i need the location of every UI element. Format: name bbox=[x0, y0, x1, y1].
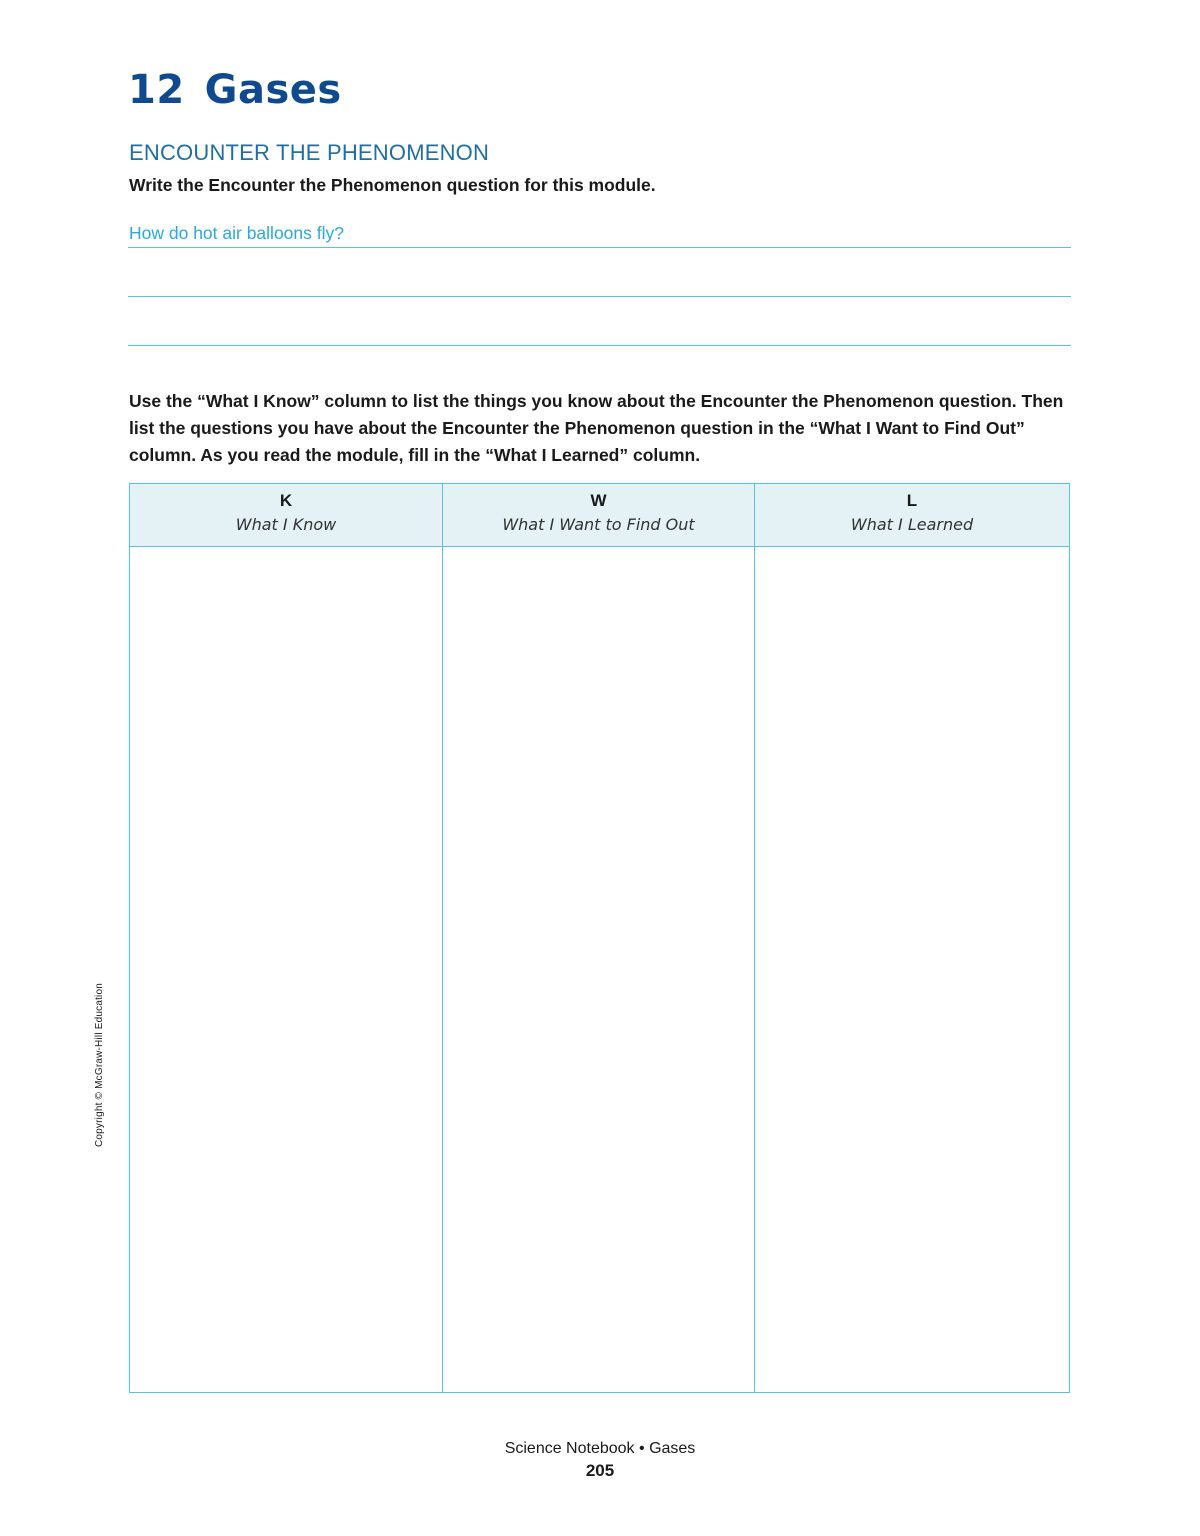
chapter-name: Gases bbox=[204, 67, 342, 113]
kwl-label-want: What I Want to Find Out bbox=[502, 515, 695, 534]
kwl-column-know[interactable] bbox=[130, 547, 443, 1392]
footer-running-title bbox=[0, 1438, 1200, 1460]
footer-separator: • bbox=[639, 1440, 645, 1457]
encounter-instruction: Write the Encounter the Phenomenon question for this module. bbox=[129, 175, 656, 195]
section-heading: ENCOUNTER THE PHENOMENON bbox=[129, 140, 490, 165]
kwl-instructions: Use the “What I Know” column to list the things you know about the Encounter the Phenomenon question. Then list the questions you have about the Encounter the Phenomenon question in the “What I Want to Find Out” column. As you read the module, fill in the “What I Learned” column. bbox=[129, 391, 1064, 465]
kwl-header-know bbox=[130, 484, 443, 547]
kwl-header-learned bbox=[755, 484, 1069, 547]
kwl-column-want[interactable] bbox=[443, 547, 755, 1392]
kwl-label-learned: What I Learned bbox=[850, 515, 974, 534]
kwl-letter-l: L bbox=[906, 491, 918, 510]
page-number: 205 bbox=[585, 1461, 615, 1480]
footer-chapter: Gases bbox=[649, 1440, 696, 1457]
answer-line-1[interactable] bbox=[128, 247, 1071, 248]
chapter-title bbox=[128, 64, 342, 116]
kwl-header-want bbox=[443, 484, 755, 547]
footer-book: Science Notebook bbox=[504, 1440, 635, 1457]
answer-line-3[interactable] bbox=[128, 345, 1071, 346]
kwl-chart bbox=[129, 483, 1070, 1393]
kwl-label-know: What I Know bbox=[235, 515, 337, 534]
answer-line-2[interactable] bbox=[128, 296, 1071, 297]
copyright-notice: Copyright © McGraw-Hill Education bbox=[94, 982, 105, 1148]
kwl-column-learned[interactable] bbox=[755, 547, 1069, 1392]
answer-text[interactable]: How do hot air balloons fly? bbox=[129, 223, 344, 243]
page-footer bbox=[0, 1438, 1200, 1482]
chapter-number: 12 bbox=[128, 67, 185, 113]
kwl-letter-w: W bbox=[590, 491, 607, 510]
kwl-letter-k: K bbox=[279, 491, 293, 510]
